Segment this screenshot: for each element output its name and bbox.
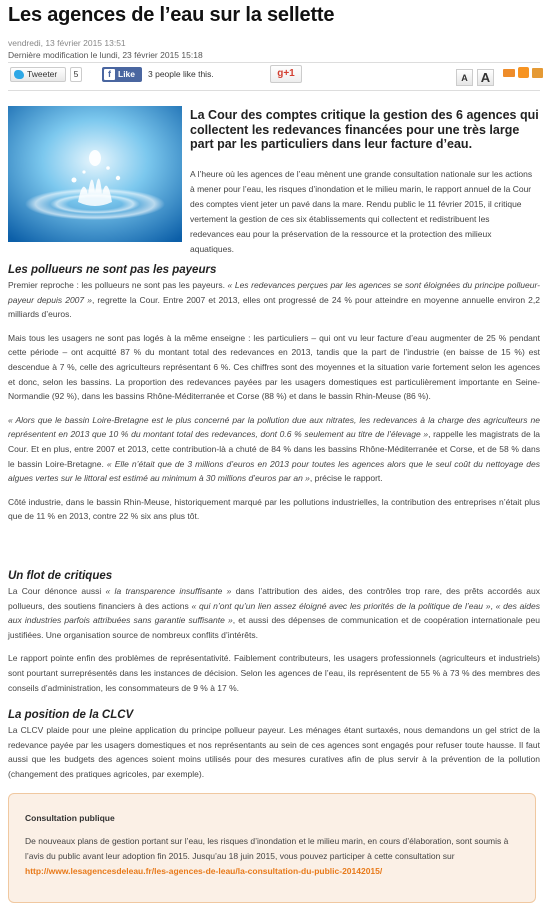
- twitter-bird-icon: [14, 70, 24, 79]
- paragraph: Côté industrie, dans le bassin Rhin-Meuse, historiquement marqué par les pollutions industrielles, la contribution des entreprises n’était plus que de 11 % en 2013, contre 22 % six ans plus tôt.: [8, 496, 540, 522]
- like-label: Like: [118, 69, 136, 79]
- google-plus-button[interactable]: g+1: [270, 65, 302, 83]
- paragraph: La CLCV plaide pour une pleine application du principe pollueur payeur. Les ménages étant surtaxés, nous demandons un gel strict de la redevance payée par les usagers domestiques et nos représentants au sein de ces agences sont engagés pour refuser toute hausse. Il faut aussi que les budgets des agences soient moins utilisés pour des mesures curatives afin de plus servir à la prévention de la pollution (changement des pratiques agricoles, par exemple).: [8, 725, 540, 779]
- rss-icon[interactable]: [518, 67, 529, 78]
- modified-date: Dernière modification le lundi, 23 février 2015 15:18: [8, 50, 203, 60]
- paragraph: « Alors que le bassin Loire-Bretagne est le plus concerné par la pollution due aux nitrates, les redevances à la charge des agriculteurs ne représentent en 2013 que 10 % du montant total des redevances, dont 0.6 % seulement au titre de l’élevage », rappelle les magistrats de la Cour. Et en plus, entre 2007 et 2013, cette contribution-là a chuté de 84 % dans les bassins Rhône-Méditerranée et Corse, et de 58 % dans le bassin Loire-Bretagne. « Elle n’était que de 3 millions d’euros en 2013 pour toutes les agences alors que le seul coût du nettoyage des algues vertes sur le littoral est estimé au minimum à 30 millions d’euros par an », précise le rapport.: [8, 414, 540, 484]
- consultation-box: [8, 793, 536, 903]
- paragraph: La Cour dénonce aussi « la transparence insuffisante » dans l’attribution des aides, des contrôles trop rare, des prêts accordés aux pollueurs, des soutiens financiers à des actions « qui n’ont qu’un lien assez éloigné avec les priorités de la politique de l’eau », « des aides aux industries parfois attribuées sans garantie suffisante », et aussi des dépenses de communication et de coopération internationale peu justifiées. Une organisation source de nombreux conflits d’intérêts.: [8, 586, 540, 640]
- article-title: Les agences de l’eau sur la sellette: [8, 4, 335, 26]
- section-heading: Les pollueurs ne sont pas les payeurs: [8, 264, 217, 276]
- article-lead: La Cour des comptes critique la gestion des 6 agences qui collectent les redevances financées pour une très large part par les particuliers dans leur facture d’eau.: [190, 108, 539, 151]
- section-critiques: [8, 569, 540, 695]
- tweet-label: Tweeter: [27, 69, 58, 79]
- share-toolbar: [8, 64, 540, 86]
- water-drop-image: [8, 106, 182, 242]
- article-intro: A l’heure où les agences de l’eau mènent une grande consultation nationale sur les actions à mener pour l’eau, les risques d’inondation et le milieu marin, le rapport annuel de la Cour des comptes vient jeter un pavé dans la mare. Rendu public le 11 février 2015, il critique vertement la gestion de ces six établissements qui collectent et redistribuent les redevances eau pour la préservation de la ressource et la protection des milieux aquatiques.: [190, 169, 533, 254]
- section-heading: Un flot de critiques: [8, 570, 113, 582]
- paragraph: Mais tous les usagers ne sont pas logés à la même enseigne : les particuliers – qui ont vu leur facture d’eau augmenter de 25 % pendant cette période – ont acquitté 87 % du montant total des redevances en 2013, tandis que la part de l’industrie (en baisse de 15 %) est descendue à 7 %, celle des agriculteurs représentant 6 %. Ces chiffres sont des moyennes et la situation varie fortement selon les agences et donc, selon les bassins. La proportion des redevances payées par les usagers domestiques est particulièrement importante en Seine-Normandie (92 %), dans les bassins Rhône-Méditerranée et Corse (88 %) et dans le bassin Rhin-Meuse (86 %).: [8, 332, 540, 402]
- font-increase-button[interactable]: A: [477, 69, 494, 86]
- box-text: De nouveaux plans de gestion portant sur l’eau, les risques d’inondation et le milieu marin, en cours d’élaboration, sont soumis à l’avis du public avant leur adoption fin 2015. Jusqu’au 18 juin 2015, vous pouvez participer à cette consultation sur http://www.lesagencesdeleau.fr/les-agences-de-leau/la-consultation-du-public-20142015/: [25, 836, 509, 876]
- facebook-like-button[interactable]: [102, 67, 142, 82]
- box-title: Consultation publique: [25, 813, 115, 823]
- section-clcv: [8, 708, 540, 781]
- tweet-button[interactable]: [10, 67, 66, 82]
- consultation-link[interactable]: http://www.lesagencesdeleau.fr/les-agences-de-leau/la-consultation-du-public-20142015/: [25, 866, 383, 876]
- facebook-f-icon: f: [104, 69, 115, 80]
- tweet-count: 5: [70, 67, 82, 82]
- divider: [8, 90, 540, 91]
- like-count-text: 3 people like this.: [148, 69, 214, 79]
- publish-date: vendredi, 13 février 2015 13:51: [8, 38, 126, 48]
- section-heading: La position de la CLCV: [8, 709, 134, 721]
- paragraph: Premier reproche : les pollueurs ne sont pas les payeurs. « Les redevances perçues par les agences se sont éloignées du principe pollueur-payeur depuis 2007 », regrette la Cour. Entre 2007 et 2013, elles ont progressé de 24 % pour atteindre en moyenne annuelle environ 2,2 milliards d’euros.: [8, 280, 540, 320]
- paragraph: Le rapport pointe enfin des problèmes de représentativité. Faiblement contributeurs, les usagers professionnels (agriculteurs et industriels) sont pourtant surreprésentés dans les instances de décision. Selon les agences de l’eau, ils représentent de 55 % à 73 % des membres des conseils d’administration, les consommateurs de 9 % à 17 %.: [8, 653, 540, 693]
- print-icon[interactable]: [532, 68, 543, 78]
- section-pollueurs: [8, 263, 540, 524]
- font-decrease-button[interactable]: A: [456, 69, 473, 86]
- divider: [8, 62, 540, 63]
- email-icon[interactable]: [503, 69, 515, 77]
